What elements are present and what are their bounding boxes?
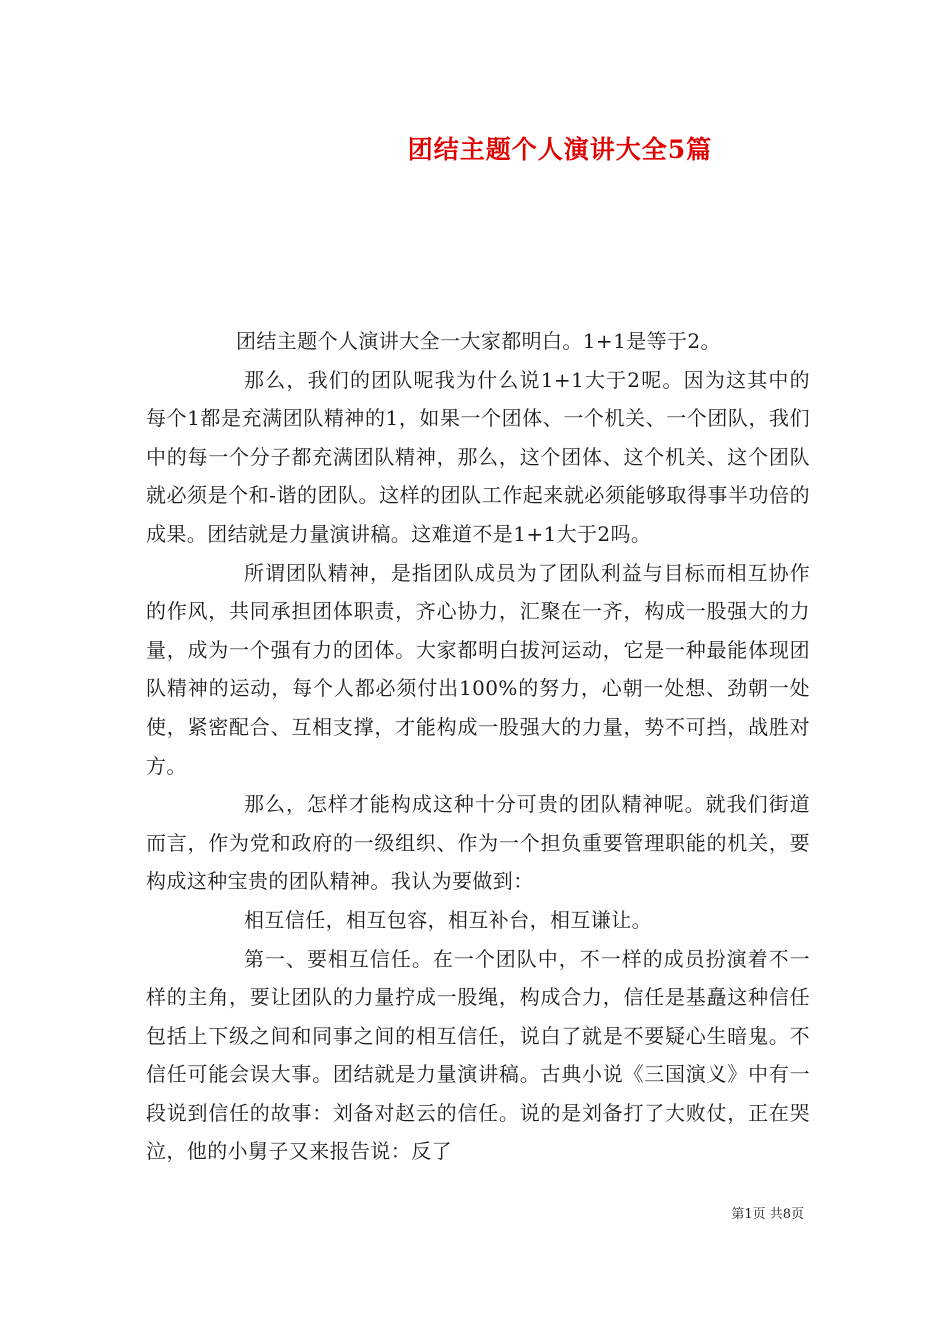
paragraph-4: 那么，怎样才能构成这种十分可贵的团队精神呢。就我们街道而言，作为党和政府的一级组织、作为一个担负重要管理职能的机关，要构成这种宝贵的团队精神。我认为要做到： [146, 792, 810, 894]
document-title: 团结主题个人演讲大全5篇 [407, 135, 713, 164]
document-body [146, 322, 810, 1171]
paragraph-3: 所谓团队精神，是指团队成员为了团队利益与目标而相互协作的作风，共同承担团体职责，齐心协力，汇聚在一齐，构成一股强大的力量，成为一个强有力的团体。大家都明白拔河运动，它是一种最能体现团队精神的运动，每个人都必须付出100%的努力，心朝一处想、劲朝一处使，紧密配合、互相支撑，才能构成一股强大的力量，势不可挡，战胜对方。 [146, 560, 810, 778]
paragraph-2: 那么，我们的团队呢我为什么说1+1大于2呢。因为这其中的每个1都是充满团队精神的1，如果一个团体、一个机关、一个团队，我们中的每一个分子都充满团队精神，那么，这个团体、这个机关、这个团队就必须是个和-谐的团队。这样的团队工作起来就必须能够取得事半功倍的成果。团结就是力量演讲稿。这难道不是1+1大于2吗。 [146, 367, 810, 546]
page-number-footer: 第1页 共8页 [731, 1207, 804, 1222]
paragraph-1: 团结主题个人演讲大全一大家都明白。1+1是等于2。 [236, 329, 721, 353]
paragraph-5: 相互信任，相互包容，相互补台，相互谦让。 [244, 907, 652, 932]
paragraph-6: 第一、要相互信任。在一个团队中，不一样的成员扮演着不一样的主角，要让团队的力量拧成一股绳，构成合力，信任是基矗这种信任包括上下级之间和同事之间的相互信任，说白了就是不要疑心生暗鬼。不信任可能会误大事。团结就是力量演讲稿。古典小说《三国演义》中有一段说到信任的故事：刘备对赵云的信任。说的是刘备打了大败仗，正在哭泣，他的小舅子又来报告说：反了 [146, 946, 810, 1164]
